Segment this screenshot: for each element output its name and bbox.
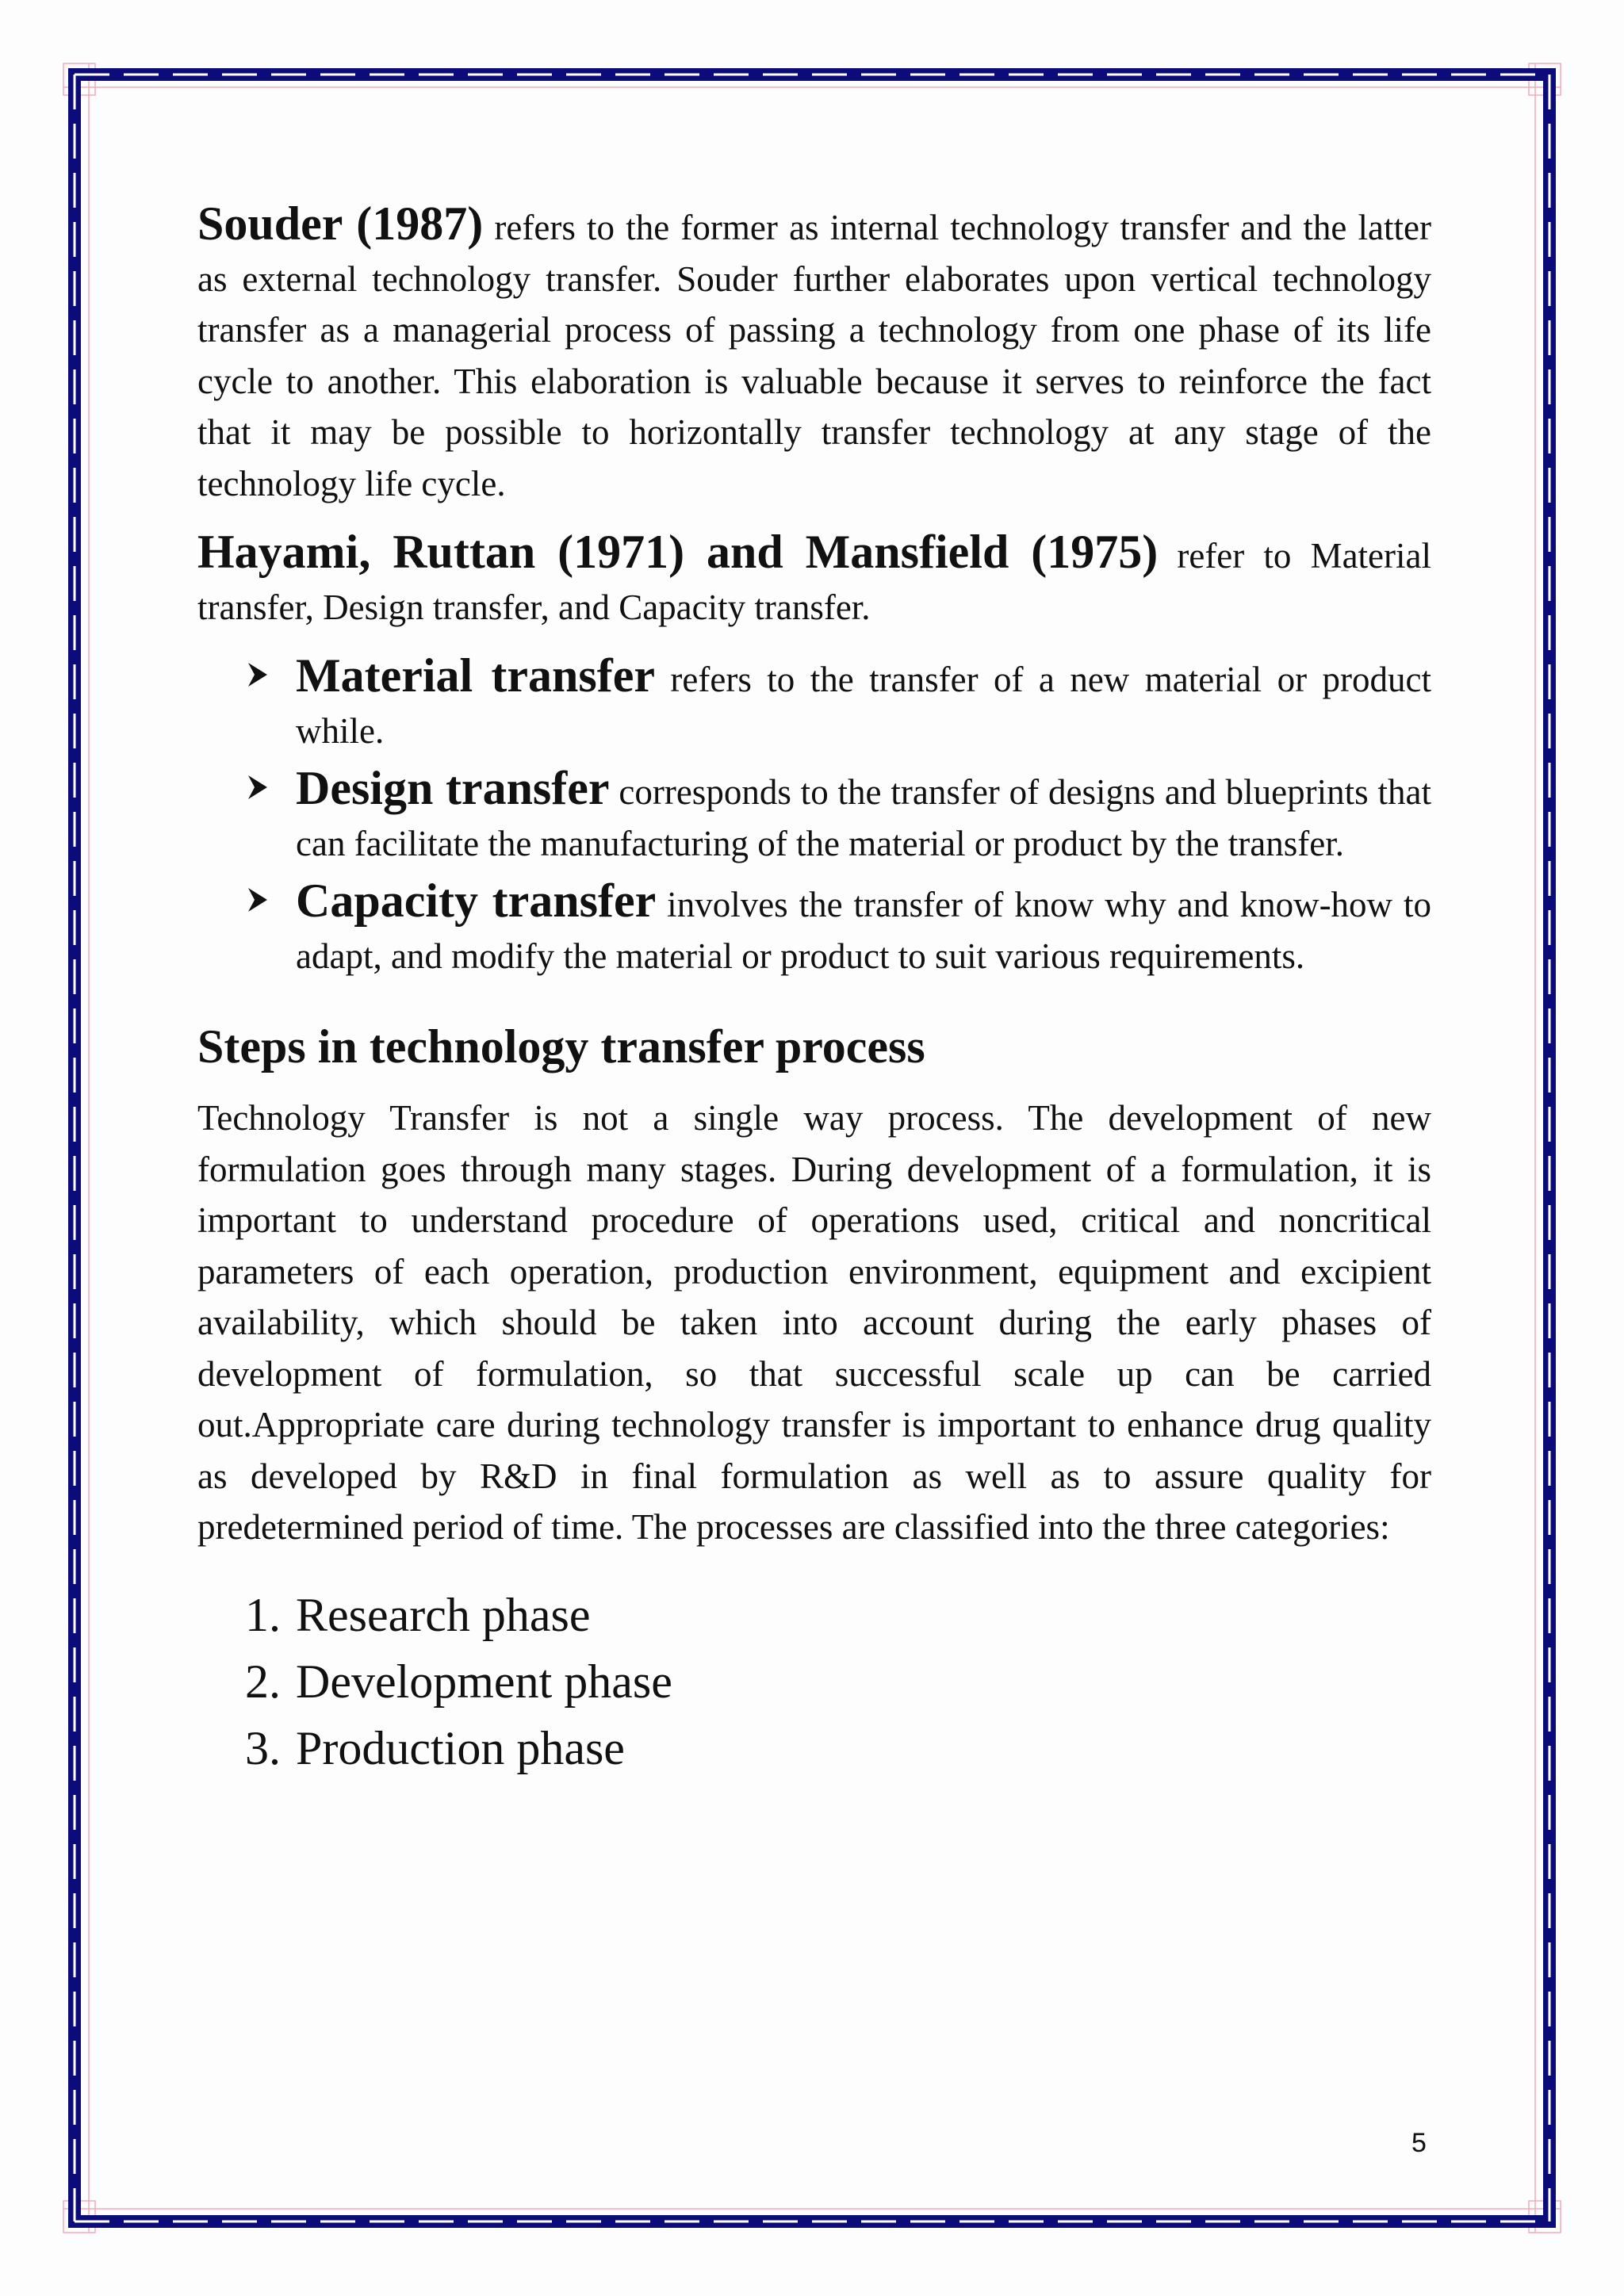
phase-number: 1. bbox=[245, 1588, 281, 1641]
paragraph-hayami bbox=[197, 526, 1431, 633]
lead-hayami: Hayami, Ruttan (1971) and Mansfield (1975) bbox=[197, 526, 1159, 578]
arrow-bullet-icon bbox=[247, 774, 269, 801]
arrow-bullet-icon bbox=[247, 661, 269, 688]
term-capacity: Capacity transfer bbox=[296, 874, 657, 927]
term-material: Material transfer bbox=[296, 649, 655, 702]
list-item bbox=[245, 1715, 1431, 1781]
list-item bbox=[296, 763, 1431, 869]
phase-label: Research phase bbox=[296, 1588, 591, 1641]
lead-souder: Souder (1987) bbox=[197, 197, 484, 250]
list-item bbox=[245, 1648, 1431, 1715]
list-item bbox=[296, 875, 1431, 982]
list-item bbox=[296, 650, 1431, 756]
section-heading: Steps in technology transfer process bbox=[197, 1020, 925, 1073]
page-content bbox=[197, 198, 1431, 1781]
page-number: 5 bbox=[1411, 2128, 1427, 2158]
paragraph-souder bbox=[197, 198, 1431, 509]
phases-list bbox=[197, 1582, 1431, 1781]
arrow-bullet-icon bbox=[247, 886, 269, 913]
transfer-types-list bbox=[197, 650, 1431, 982]
phase-number: 2. bbox=[245, 1655, 281, 1708]
phase-number: 3. bbox=[245, 1721, 281, 1774]
phase-label: Production phase bbox=[296, 1721, 625, 1774]
bullet-text-capacity: involves the transfer of know why and know-how to adapt, and modify the material or product to suit various requirements. bbox=[296, 885, 1431, 976]
text-hayami: refer to Material transfer, Design transfer, and Capacity transfer. bbox=[197, 536, 1431, 627]
bullet-text-material: refers to the transfer of a new material or product while. bbox=[296, 660, 1431, 751]
phase-label: Development phase bbox=[296, 1655, 672, 1708]
text-souder: refers to the former as internal technology transfer and the latter as external technology transfer. Souder further elaborates upon vertical technology transfer as a managerial process of passing a technology from one phase of its life cycle to another. This elaboration is valuable because it serves to reinforce the fact that it may be possible to horizontally transfer technology at any stage of the technology life cycle. bbox=[197, 208, 1431, 503]
bullet-text-design: corresponds to the transfer of designs and blueprints that can facilitate the manufacturing of the material or product by the transfer. bbox=[296, 772, 1431, 863]
section-paragraph: Technology Transfer is not a single way process. The development of new formulation goes through many stages. During development of a formulation, it is important to understand procedure of operations used, critical and noncritical parameters of each operation, production environment, equipment and excipient availability, which should be taken into account during the early phases of development of formulation, so that successful scale up can be carried out.Appropriate care during technology transfer is important to enhance drug quality as developed by R&D in final formulation as well as to assure quality for predetermined period of time. The processes are classified into the three categories: bbox=[197, 1098, 1431, 1547]
term-design: Design transfer bbox=[296, 762, 610, 814]
list-item bbox=[245, 1582, 1431, 1648]
